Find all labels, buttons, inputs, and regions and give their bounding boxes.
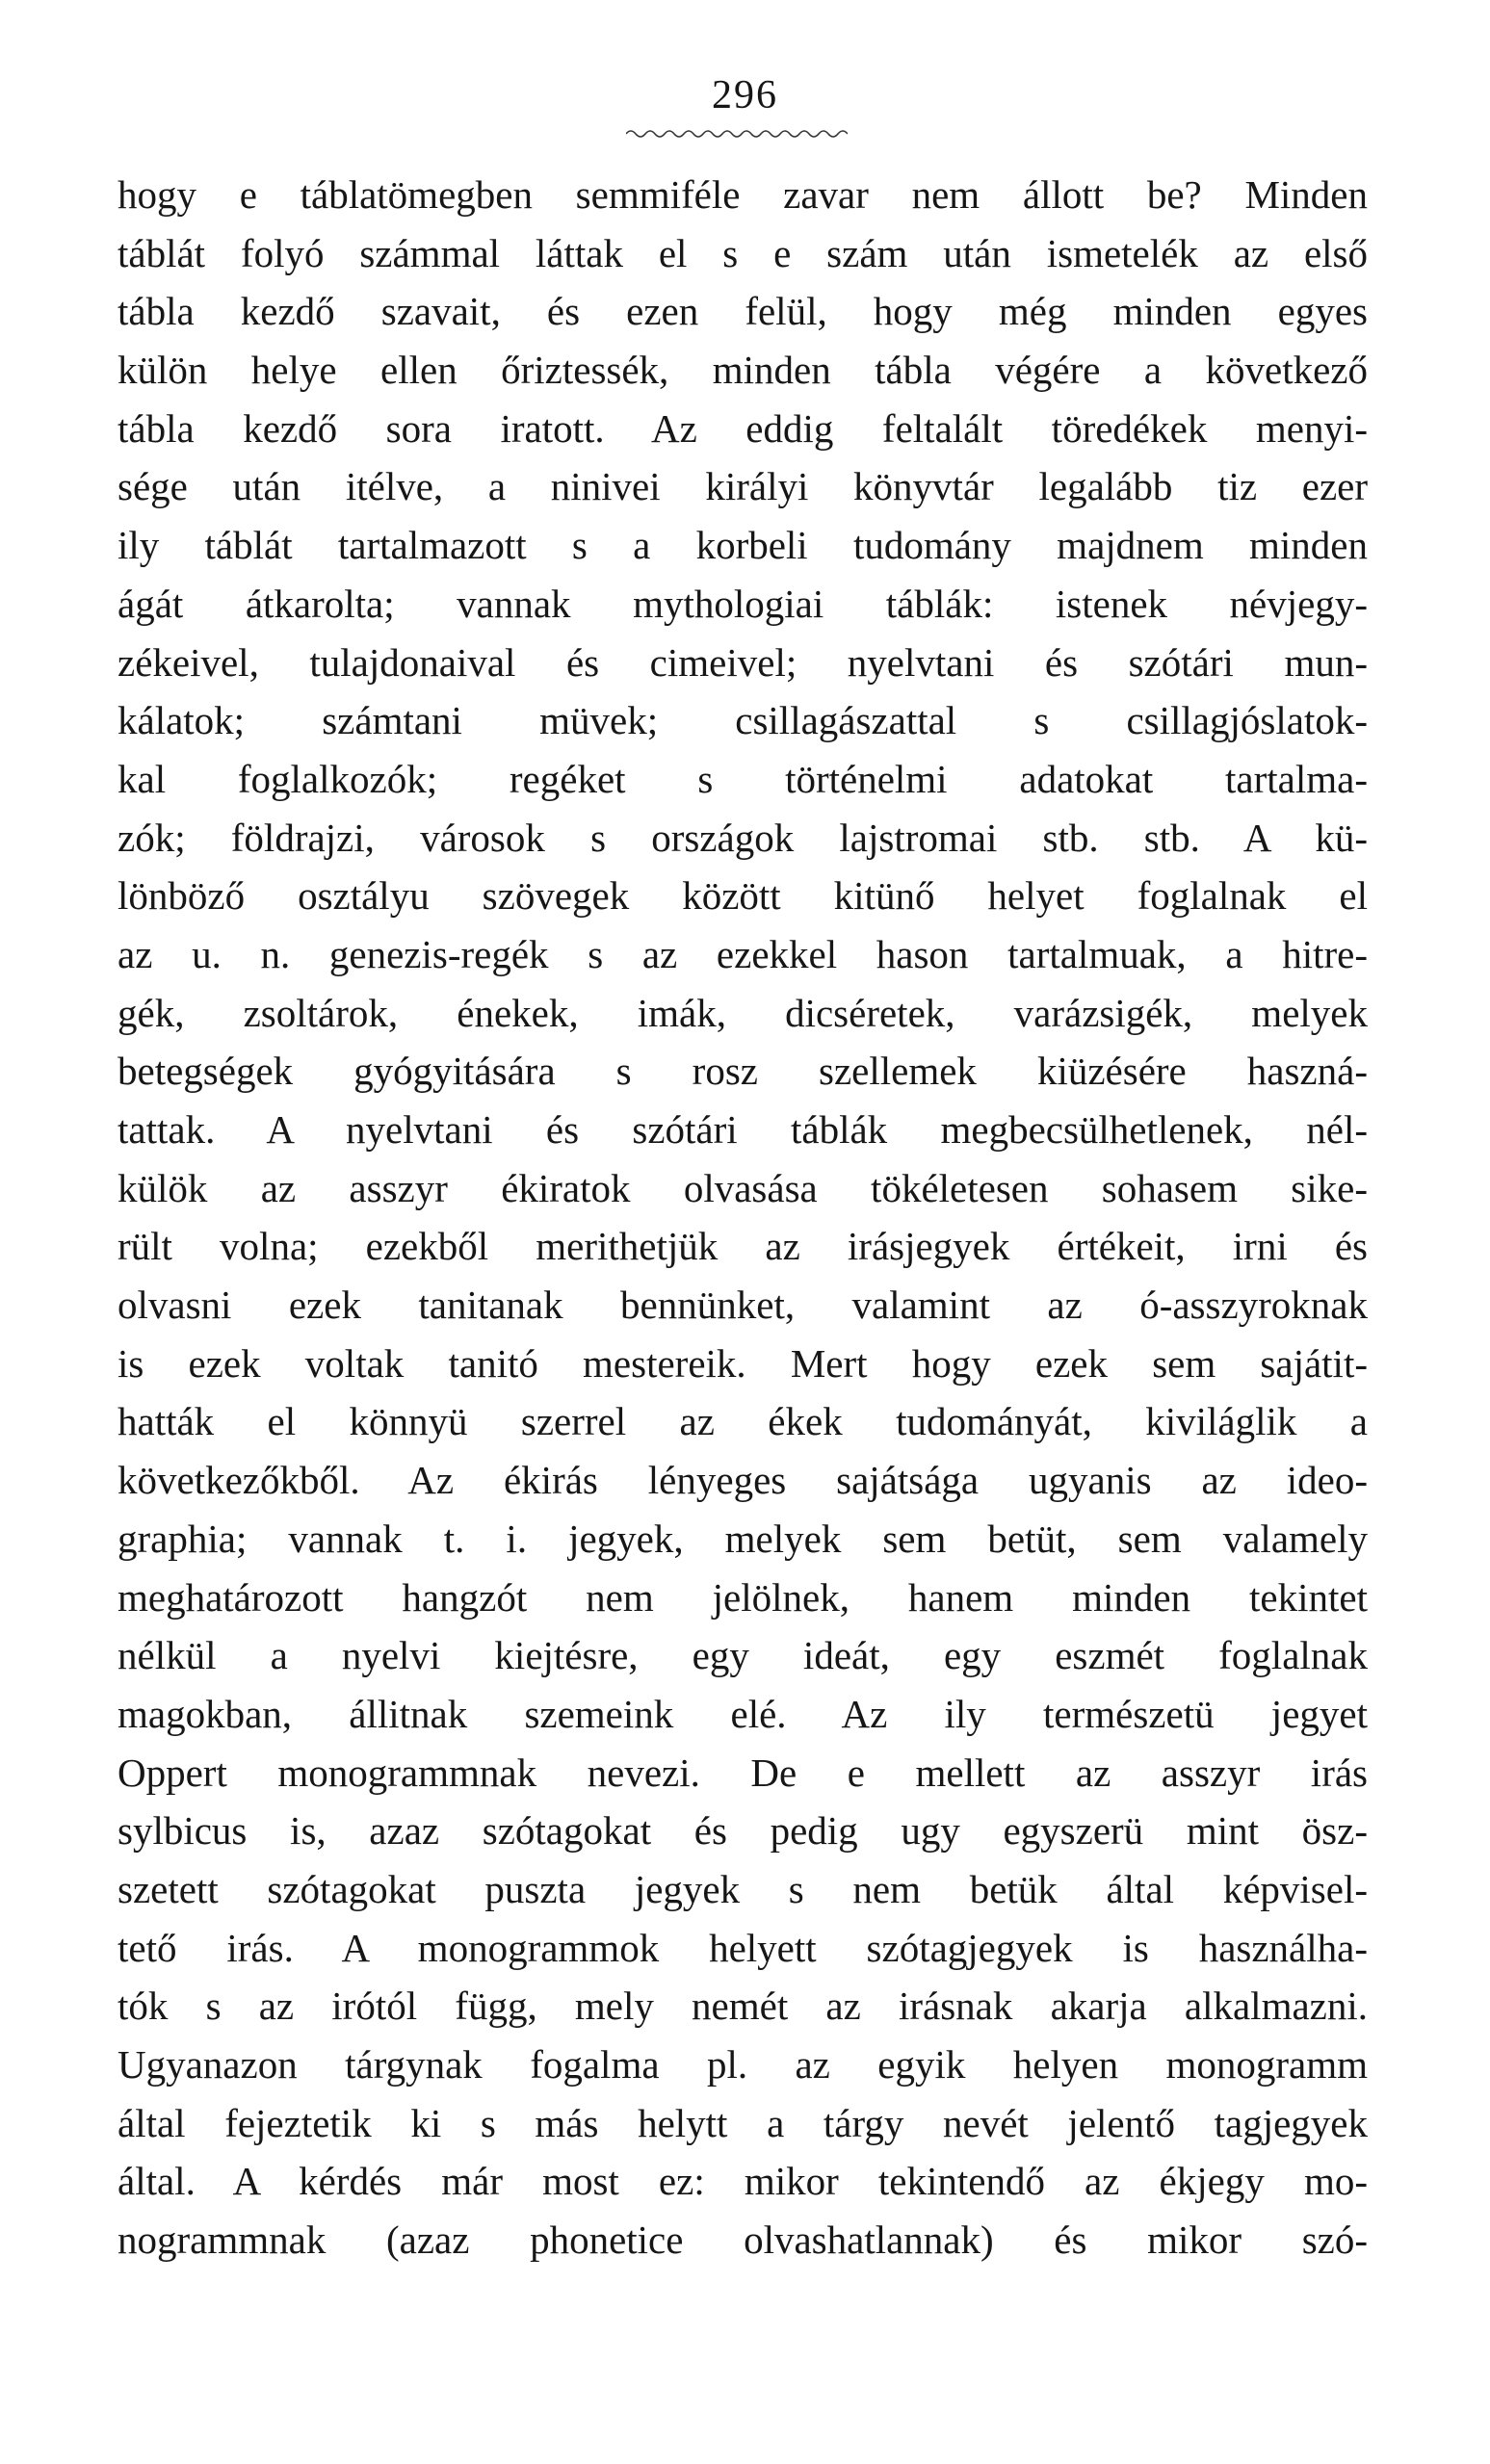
text-line: táblát folyó számmal láttak el s e szám után ismetelék az első xyxy=(118,230,1368,275)
text-line: hogy e táblatömegben semmiféle zavar nem állott be? Minden xyxy=(118,172,1368,217)
text-line: ily táblát tartalmazott s a korbeli tudomány majdnem minden xyxy=(118,523,1368,568)
text-line: külök az asszyr ékiratok olvasása tökéletesen sohasem sike- xyxy=(118,1165,1368,1210)
text-line: tábla kezdő szavait, és ezen felül, hogy még minden egyes xyxy=(118,289,1368,334)
text-line: zékeivel, tulajdonaival és cimeivel; nyelvtani és szótári mun- xyxy=(118,639,1368,685)
text-line: külön helye ellen őriztessék, minden tábla végére a következő xyxy=(118,348,1368,393)
text-line: kálatok; számtani müvek; csillagászattal s csillagjóslatok- xyxy=(118,698,1368,743)
text-line: olvasni ezek tanitanak bennünket, valamint az ó-asszyroknak xyxy=(118,1283,1368,1328)
text-line: lönböző osztályu szövegek között kitünő helyet foglalnak el xyxy=(118,873,1368,919)
text-line: következőkből. Az ékirás lényeges sajátsága ugyanis az ideo- xyxy=(118,1458,1368,1503)
text-line: szetett szótagokat puszta jegyek s nem betük által képvisel- xyxy=(118,1866,1368,1911)
page-number: 296 xyxy=(712,73,778,117)
text-line: nogrammnak (azaz phonetice olvashatlannak) és mikor szó- xyxy=(118,2218,1368,2263)
text-line: hatták el könnyü szerrel az ékek tudományát, kiviláglik a xyxy=(118,1399,1368,1444)
text-line: tók s az irótól függ, mely nemét az irásnak akarja alkalmazni. xyxy=(118,1984,1368,2029)
text-line: Oppert monogrammnak nevezi. De e mellett az asszyr irás xyxy=(118,1750,1368,1795)
text-line: graphia; vannak t. i. jegyek, melyek sem betüt, sem valamely xyxy=(118,1516,1368,1561)
page-header xyxy=(0,75,1490,116)
body-text xyxy=(118,166,1368,2269)
text-line: sylbicus is, azaz szótagokat és pedig ugy egyszerü mint ösz- xyxy=(118,1808,1368,1854)
text-line: az u. n. genezis-regék s az ezekkel hason tartalmuak, a hitre- xyxy=(118,931,1368,976)
text-line: is ezek voltak tanitó mestereik. Mert hogy ezek sem sajátit- xyxy=(118,1340,1368,1386)
text-line: betegségek gyógyitására s rosz szellemek kiüzésére haszná- xyxy=(118,1049,1368,1094)
text-line: gék, zsoltárok, énekek, imák, dicséretek, varázsigék, melyek xyxy=(118,990,1368,1035)
text-line: tábla kezdő sora iratott. Az eddig feltalált töredékek menyi- xyxy=(118,405,1368,451)
text-line: meghatározott hangzót nem jelölnek, hanem minden tekintet xyxy=(118,1574,1368,1620)
text-line: által fejeztetik ki s más helytt a tárgy nevét jelentő tagjegyek xyxy=(118,2100,1368,2145)
text-line: ágát átkarolta; vannak mythologiai táblák: istenek névjegy- xyxy=(118,581,1368,626)
text-line: kal foglalkozók; regéket s történelmi adatokat tartalma- xyxy=(118,756,1368,801)
text-line: magokban, állitnak szemeink elé. Az ily természetü jegyet xyxy=(118,1691,1368,1736)
text-line: nélkül a nyelvi kiejtésre, egy ideát, egy eszmét foglalnak xyxy=(118,1633,1368,1678)
text-line: tető irás. A monogrammok helyett szótagjegyek is használha- xyxy=(118,1925,1368,1970)
text-line: zók; földrajzi, városok s országok lajstromai stb. stb. A kü- xyxy=(118,815,1368,860)
text-line: sége után itélve, a ninivei királyi könyvtár legalább tiz ezer xyxy=(118,464,1368,509)
wavy-ornament-icon xyxy=(626,127,848,141)
text-line: tattak. A nyelvtani és szótári táblák megbecsülhetlenek, nél- xyxy=(118,1107,1368,1152)
text-line: rült volna; ezekből merithetjük az irásjegyek értékeit, irni és xyxy=(118,1224,1368,1269)
text-line: Ugyanazon tárgynak fogalma pl. az egyik helyen monogramm xyxy=(118,2042,1368,2087)
text-line: által. A kérdés már most ez: mikor tekintendő az ékjegy mo- xyxy=(118,2159,1368,2204)
